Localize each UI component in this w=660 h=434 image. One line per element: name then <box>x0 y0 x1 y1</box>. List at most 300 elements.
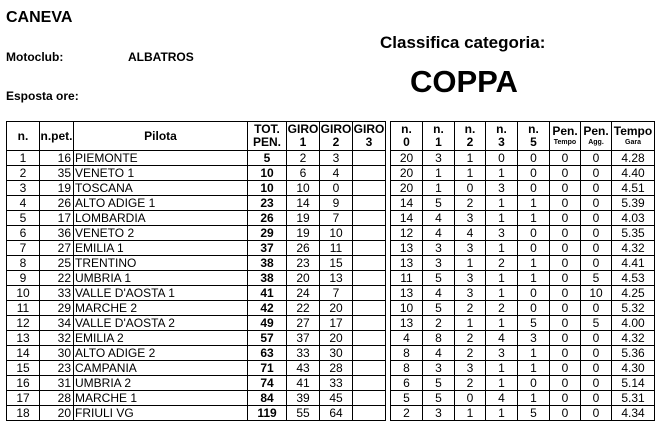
col-pen-agg: Pen. Agg. <box>581 122 612 151</box>
table-cell <box>353 151 386 166</box>
table-cell: 64 <box>320 406 353 421</box>
table-cell: 4 <box>7 196 40 211</box>
table-cell: 4 <box>423 286 455 301</box>
table-row <box>7 271 655 286</box>
col-n: n. <box>7 122 40 151</box>
table-cell: 119 <box>248 406 287 421</box>
table-cell: 37 <box>248 241 287 256</box>
table-cell: 16 <box>7 376 40 391</box>
table-cell: 0 <box>550 151 581 166</box>
col-giro-1: GIRO 1 <box>287 122 319 149</box>
table-cell: 42 <box>248 301 287 316</box>
table-cell: 0 <box>581 241 612 256</box>
table-cell <box>353 346 386 361</box>
table-cell: 25 <box>40 256 74 271</box>
table-cell: 0 <box>581 181 612 196</box>
table-cell: 43 <box>287 361 320 376</box>
table-cell: 0 <box>581 331 612 346</box>
table-row <box>7 286 655 301</box>
table-cell: 10 <box>7 286 40 301</box>
table-cell: 5 <box>581 271 612 286</box>
table-cell: 5 <box>7 211 40 226</box>
table-header-row <box>7 122 655 151</box>
col-n1: n. 1 <box>423 122 455 151</box>
table-cell: 14 <box>391 196 423 211</box>
table-cell: 9 <box>320 196 353 211</box>
table-cell: 2 <box>287 151 320 166</box>
table-cell: 27 <box>287 316 320 331</box>
table-cell: 20 <box>391 151 423 166</box>
table-cell: 4 <box>391 331 423 346</box>
table-cell: PIEMONTE <box>74 151 248 166</box>
col-n0: n. 0 <box>391 122 423 151</box>
table-cell: 8 <box>7 256 40 271</box>
table-cell: MARCHE 2 <box>74 301 248 316</box>
table-row <box>7 391 655 406</box>
table-cell: 15 <box>320 256 353 271</box>
table-cell: 4.41 <box>612 256 655 271</box>
table-cell: 0 <box>550 376 581 391</box>
table-cell: 4.25 <box>612 286 655 301</box>
table-cell: 1 <box>423 166 455 181</box>
table-cell: 5 <box>423 301 455 316</box>
col-pen-tempo: Pen. Tempo <box>550 122 581 151</box>
table-cell: 12 <box>7 316 40 331</box>
table-cell: 1 <box>455 166 486 181</box>
table-cell: 30 <box>40 346 74 361</box>
table-cell: 3 <box>455 211 486 226</box>
table-cell: 57 <box>248 331 287 346</box>
table-cell <box>353 226 386 241</box>
table-cell: 24 <box>287 286 320 301</box>
table-cell <box>353 211 386 226</box>
table-cell: 13 <box>7 331 40 346</box>
table-cell: 35 <box>40 166 74 181</box>
table-cell: 3 <box>486 181 518 196</box>
table-cell: 8 <box>423 331 455 346</box>
table-cell: 14 <box>287 196 320 211</box>
table-cell <box>353 406 386 421</box>
table-cell: 23 <box>248 196 287 211</box>
table-cell: 13 <box>320 271 353 286</box>
col-giro-3: GIRO 3 <box>353 122 385 149</box>
table-cell <box>353 256 386 271</box>
table-cell: 0 <box>518 286 550 301</box>
motoclub-label: Motoclub: <box>6 50 64 64</box>
table-cell <box>353 286 386 301</box>
table-cell: 3 <box>423 361 455 376</box>
table-cell: 5 <box>248 151 287 166</box>
table-cell: 5 <box>518 406 550 421</box>
table-cell: 84 <box>248 391 287 406</box>
table-cell: 10 <box>287 181 320 196</box>
table-cell: 33 <box>40 286 74 301</box>
table-cell: 2 <box>486 301 518 316</box>
table-cell: 2 <box>455 376 486 391</box>
table-cell: 5.35 <box>612 226 655 241</box>
event-title: CANEVA <box>6 9 73 26</box>
table-cell: 34 <box>40 316 74 331</box>
table-cell: 39 <box>287 391 320 406</box>
col-pilota: Pilota <box>74 122 248 151</box>
table-cell: 17 <box>40 211 74 226</box>
table-cell: 1 <box>455 406 486 421</box>
table-cell: 32 <box>40 331 74 346</box>
table-cell: 19 <box>287 226 320 241</box>
table-cell: 29 <box>40 301 74 316</box>
table-cell: 0 <box>550 181 581 196</box>
table-cell: 0 <box>581 301 612 316</box>
table-cell: 0 <box>550 361 581 376</box>
table-cell: 55 <box>287 406 320 421</box>
table-cell: 41 <box>248 286 287 301</box>
table-cell: 2 <box>455 346 486 361</box>
table-cell: 4 <box>423 211 455 226</box>
table-cell: 4.32 <box>612 241 655 256</box>
table-cell: 3 <box>455 361 486 376</box>
table-cell: 1 <box>455 151 486 166</box>
table-cell: 2 <box>455 301 486 316</box>
table-cell: 1 <box>518 211 550 226</box>
col-tempo-gara: Tempo Gara <box>612 122 655 151</box>
table-cell: 38 <box>248 271 287 286</box>
table-cell: 0 <box>550 331 581 346</box>
table-cell: 4.53 <box>612 271 655 286</box>
table-cell: ALTO ADIGE 1 <box>74 196 248 211</box>
table-cell: 4.34 <box>612 406 655 421</box>
table-cell: 14 <box>391 211 423 226</box>
table-cell: 3 <box>7 181 40 196</box>
table-cell: 36 <box>40 226 74 241</box>
table-cell: 2 <box>7 166 40 181</box>
table-cell: 1 <box>455 256 486 271</box>
table-cell: 5 <box>423 376 455 391</box>
table-cell: 0 <box>550 211 581 226</box>
table-cell: 5.36 <box>612 346 655 361</box>
table-cell: 5 <box>423 271 455 286</box>
table-cell: 1 <box>518 391 550 406</box>
table-cell: 22 <box>287 301 320 316</box>
table-cell: 3 <box>423 241 455 256</box>
table-cell: 30 <box>320 346 353 361</box>
col-n3: n. 3 <box>486 122 518 151</box>
table-cell: 23 <box>40 361 74 376</box>
table-cell: 11 <box>391 271 423 286</box>
table-cell: 5.32 <box>612 301 655 316</box>
table-cell: 20 <box>391 181 423 196</box>
table-cell: 4 <box>455 226 486 241</box>
table-cell: 31 <box>40 376 74 391</box>
table-cell: 26 <box>40 196 74 211</box>
table-cell: 13 <box>391 286 423 301</box>
table-cell: LOMBARDIA <box>74 211 248 226</box>
col-npet: n.pet. <box>40 122 74 151</box>
table-cell <box>353 196 386 211</box>
table-cell: 0 <box>550 316 581 331</box>
table-cell: 5 <box>391 391 423 406</box>
col-tot-pen: TOT. PEN. <box>248 122 287 151</box>
table-cell: 0 <box>518 376 550 391</box>
table-cell: 0 <box>581 151 612 166</box>
table-row <box>7 316 655 331</box>
table-cell: 0 <box>581 226 612 241</box>
table-cell: 27 <box>40 241 74 256</box>
table-cell: 0 <box>455 391 486 406</box>
table-cell: 4 <box>486 391 518 406</box>
table-cell: 0 <box>550 166 581 181</box>
table-cell: 4.30 <box>612 361 655 376</box>
table-cell: 1 <box>486 166 518 181</box>
table-cell: CAMPANIA <box>74 361 248 376</box>
table-row <box>7 346 655 361</box>
table-cell: 23 <box>287 256 320 271</box>
table-cell: 4 <box>486 331 518 346</box>
table-cell: TOSCANA <box>74 181 248 196</box>
col-n2: n. 2 <box>455 122 486 151</box>
table-cell: 1 <box>486 271 518 286</box>
table-cell: 1 <box>518 361 550 376</box>
table-cell: 1 <box>518 346 550 361</box>
table-cell <box>353 376 386 391</box>
table-cell: 0 <box>581 361 612 376</box>
table-cell: 3 <box>455 271 486 286</box>
table-cell: 28 <box>320 361 353 376</box>
table-cell: 5.39 <box>612 196 655 211</box>
table-cell: 0 <box>550 196 581 211</box>
col-n5: n. 5 <box>518 122 550 151</box>
table-cell: 1 <box>486 241 518 256</box>
table-cell: 0 <box>518 226 550 241</box>
table-cell: 37 <box>287 331 320 346</box>
table-cell: 10 <box>391 301 423 316</box>
table-cell: 1 <box>486 406 518 421</box>
table-cell: 0 <box>581 391 612 406</box>
table-cell <box>353 331 386 346</box>
table-cell: 4 <box>320 166 353 181</box>
table-cell: 19 <box>287 211 320 226</box>
table-cell: 0 <box>550 286 581 301</box>
table-cell: 1 <box>486 286 518 301</box>
table-cell: EMILIA 1 <box>74 241 248 256</box>
table-cell: 2 <box>455 196 486 211</box>
table-cell: 10 <box>248 181 287 196</box>
table-cell: 0 <box>455 181 486 196</box>
table-row <box>7 256 655 271</box>
table-row <box>7 361 655 376</box>
table-cell: 0 <box>518 166 550 181</box>
table-cell: 5.14 <box>612 376 655 391</box>
table-cell: 3 <box>423 406 455 421</box>
table-cell: 20 <box>287 271 320 286</box>
table-cell: UMBRIA 2 <box>74 376 248 391</box>
table-cell: 2 <box>423 316 455 331</box>
table-cell: 0 <box>550 391 581 406</box>
table-row <box>7 226 655 241</box>
table-cell: TRENTINO <box>74 256 248 271</box>
table-cell: 6 <box>391 376 423 391</box>
table-cell: 20 <box>40 406 74 421</box>
table-cell: 0 <box>581 196 612 211</box>
table-cell: 20 <box>320 331 353 346</box>
table-cell <box>353 301 386 316</box>
table-cell: 1 <box>518 196 550 211</box>
table-cell: 33 <box>320 376 353 391</box>
category-name: COPPA <box>410 64 518 99</box>
table-cell: 0 <box>581 166 612 181</box>
table-cell: 5 <box>423 196 455 211</box>
table-cell: UMBRIA 1 <box>74 271 248 286</box>
table-cell: 0 <box>550 301 581 316</box>
table-cell: 4 <box>423 346 455 361</box>
table-cell: 2 <box>486 256 518 271</box>
table-cell: 8 <box>391 361 423 376</box>
table-cell: 4.40 <box>612 166 655 181</box>
table-cell: 1 <box>486 361 518 376</box>
results-table <box>6 121 655 421</box>
table-cell: 0 <box>518 151 550 166</box>
table-cell: 1 <box>455 316 486 331</box>
table-cell: 0 <box>581 211 612 226</box>
table-cell: 28 <box>40 391 74 406</box>
table-cell: EMILIA 2 <box>74 331 248 346</box>
esposta-ore-label: Esposta ore: <box>6 89 79 103</box>
table-cell: 3 <box>423 151 455 166</box>
table-row <box>7 406 655 421</box>
table-cell: 0 <box>581 256 612 271</box>
table-cell: 1 <box>7 151 40 166</box>
table-row <box>7 151 655 166</box>
table-cell: 3 <box>518 331 550 346</box>
table-cell: 8 <box>391 346 423 361</box>
table-cell: 0 <box>550 256 581 271</box>
table-cell: 7 <box>320 211 353 226</box>
table-cell: 0 <box>518 301 550 316</box>
table-cell: 4 <box>423 226 455 241</box>
table-cell: 10 <box>581 286 612 301</box>
table-cell: 19 <box>40 181 74 196</box>
table-cell: 41 <box>287 376 320 391</box>
table-cell: 13 <box>391 256 423 271</box>
table-cell: 2 <box>391 406 423 421</box>
table-cell: 4.51 <box>612 181 655 196</box>
table-cell: 13 <box>391 316 423 331</box>
table-cell: 3 <box>455 286 486 301</box>
table-cell: 0 <box>518 241 550 256</box>
table-cell: 4.03 <box>612 211 655 226</box>
table-cell: 0 <box>550 226 581 241</box>
motoclub-value: ALBATROS <box>128 50 194 64</box>
table-cell: 1 <box>518 271 550 286</box>
table-cell: 17 <box>320 316 353 331</box>
table-cell: 16 <box>40 151 74 166</box>
table-cell: 0 <box>581 346 612 361</box>
table-cell: 1 <box>486 211 518 226</box>
table-cell: 22 <box>40 271 74 286</box>
table-cell: 4.00 <box>612 316 655 331</box>
table-cell: 26 <box>287 241 320 256</box>
table-cell: 11 <box>320 241 353 256</box>
table-cell: 3 <box>486 226 518 241</box>
table-cell: 0 <box>550 241 581 256</box>
table-cell: 10 <box>248 166 287 181</box>
table-cell: 14 <box>7 346 40 361</box>
table-cell: 38 <box>248 256 287 271</box>
table-cell: MARCHE 1 <box>74 391 248 406</box>
table-cell: VENETO 1 <box>74 166 248 181</box>
table-cell: 12 <box>391 226 423 241</box>
table-cell: VENETO 2 <box>74 226 248 241</box>
table-cell: 45 <box>320 391 353 406</box>
table-cell: 71 <box>248 361 287 376</box>
table-cell: 0 <box>320 181 353 196</box>
table-cell <box>353 181 386 196</box>
table-cell: 0 <box>518 181 550 196</box>
table-row <box>7 301 655 316</box>
table-cell: 74 <box>248 376 287 391</box>
table-cell <box>353 241 386 256</box>
table-cell: 5 <box>581 316 612 331</box>
table-cell: ALTO ADIGE 2 <box>74 346 248 361</box>
table-cell: 5 <box>423 391 455 406</box>
col-giro-2: GIRO 2 <box>320 122 352 149</box>
table-row <box>7 376 655 391</box>
table-cell: 1 <box>423 181 455 196</box>
table-cell: 26 <box>248 211 287 226</box>
table-cell: 11 <box>7 301 40 316</box>
table-cell: 15 <box>7 361 40 376</box>
table-row <box>7 241 655 256</box>
table-row <box>7 331 655 346</box>
table-cell: 6 <box>7 226 40 241</box>
table-row <box>7 166 655 181</box>
table-cell: 3 <box>486 346 518 361</box>
table-cell: 20 <box>320 301 353 316</box>
table-cell: 5.31 <box>612 391 655 406</box>
table-cell: 1 <box>518 256 550 271</box>
table-cell: 13 <box>391 241 423 256</box>
table-cell <box>353 271 386 286</box>
table-cell: 6 <box>287 166 320 181</box>
table-cell: 49 <box>248 316 287 331</box>
table-cell: 7 <box>320 286 353 301</box>
table-cell: 0 <box>581 406 612 421</box>
table-cell: 10 <box>320 226 353 241</box>
table-row <box>7 196 655 211</box>
table-cell: 0 <box>581 376 612 391</box>
table-cell: 17 <box>7 391 40 406</box>
table-cell: 4.28 <box>612 151 655 166</box>
table-cell: 0 <box>550 346 581 361</box>
table-cell <box>353 166 386 181</box>
table-cell: 3 <box>320 151 353 166</box>
table-cell: 33 <box>287 346 320 361</box>
table-cell: 2 <box>455 331 486 346</box>
table-cell: 1 <box>486 196 518 211</box>
table-cell: 29 <box>248 226 287 241</box>
table-cell: 7 <box>7 241 40 256</box>
table-cell: 20 <box>391 166 423 181</box>
table-cell: 1 <box>486 376 518 391</box>
table-cell: 9 <box>7 271 40 286</box>
table-row <box>7 211 655 226</box>
table-cell: 1 <box>486 316 518 331</box>
table-cell: 63 <box>248 346 287 361</box>
table-cell: FRIULI VG <box>74 406 248 421</box>
table-cell: VALLE D'AOSTA 1 <box>74 286 248 301</box>
table-row <box>7 181 655 196</box>
table-cell: VALLE D'AOSTA 2 <box>74 316 248 331</box>
table-cell: 18 <box>7 406 40 421</box>
